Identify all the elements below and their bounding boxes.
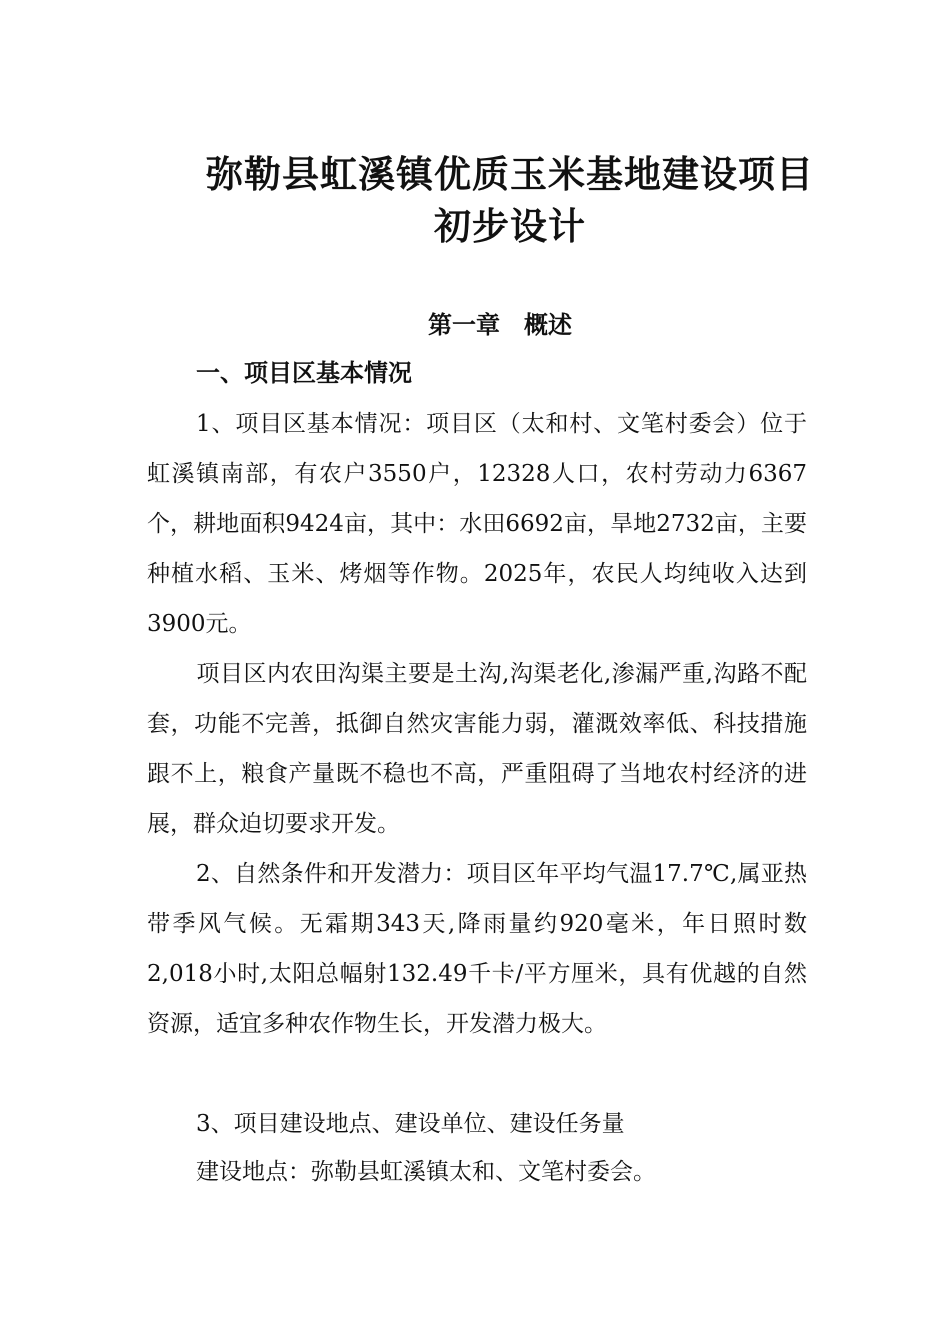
paragraph-construction-heading [147, 1099, 807, 1149]
paragraph-text: 2、自然条件和开发潜力：项目区年平均气温17.7℃,属亚热带季风气候。无霜期343天,降雨量约920毫米，年日照时数2,018小时,太阳总幅射132.49千卡/平方厘米，具有优越的自然资源，适宜多种农作物生长，开发潜力极大。 [147, 861, 807, 1037]
document-title-line-1: 弥勒县虹溪镇优质玉米基地建设项目 [206, 152, 814, 196]
section-heading: 一、项目区基本情况 [196, 358, 412, 387]
paragraph-text: 1、项目区基本情况：项目区（太和村、文笔村委会）位于虹溪镇南部，有农户3550户，12328人口，农村劳动力6367个，耕地面积9424亩，其中：水田6692亩，旱地2732亩，主要种植水稻、玉米、烤烟等作物。2025年，农民人均纯收入达到3900元。 [147, 411, 807, 637]
paragraph-farmland-issues [147, 649, 807, 849]
paragraph-construction-site [147, 1147, 807, 1197]
paragraph-text: 建设地点：弥勒县虹溪镇太和、文笔村委会。 [196, 1159, 656, 1185]
paragraph-natural-conditions [147, 849, 807, 1049]
document-title-line-2: 初步设计 [434, 204, 586, 248]
paragraph-text: 3、项目建设地点、建设单位、建设任务量 [196, 1111, 625, 1137]
paragraph-text: 项目区内农田沟渠主要是土沟,沟渠老化,渗漏严重,沟路不配套，功能不完善，抵御自然灾害能力弱，灌溉效率低、科技措施跟不上，粮食产量既不稳也不高，严重阻碍了当地农村经济的进展，群众迫切要求开发。 [147, 661, 807, 837]
chapter-heading: 第一章 概述 [428, 310, 572, 339]
paragraph-basic-situation [147, 399, 807, 649]
